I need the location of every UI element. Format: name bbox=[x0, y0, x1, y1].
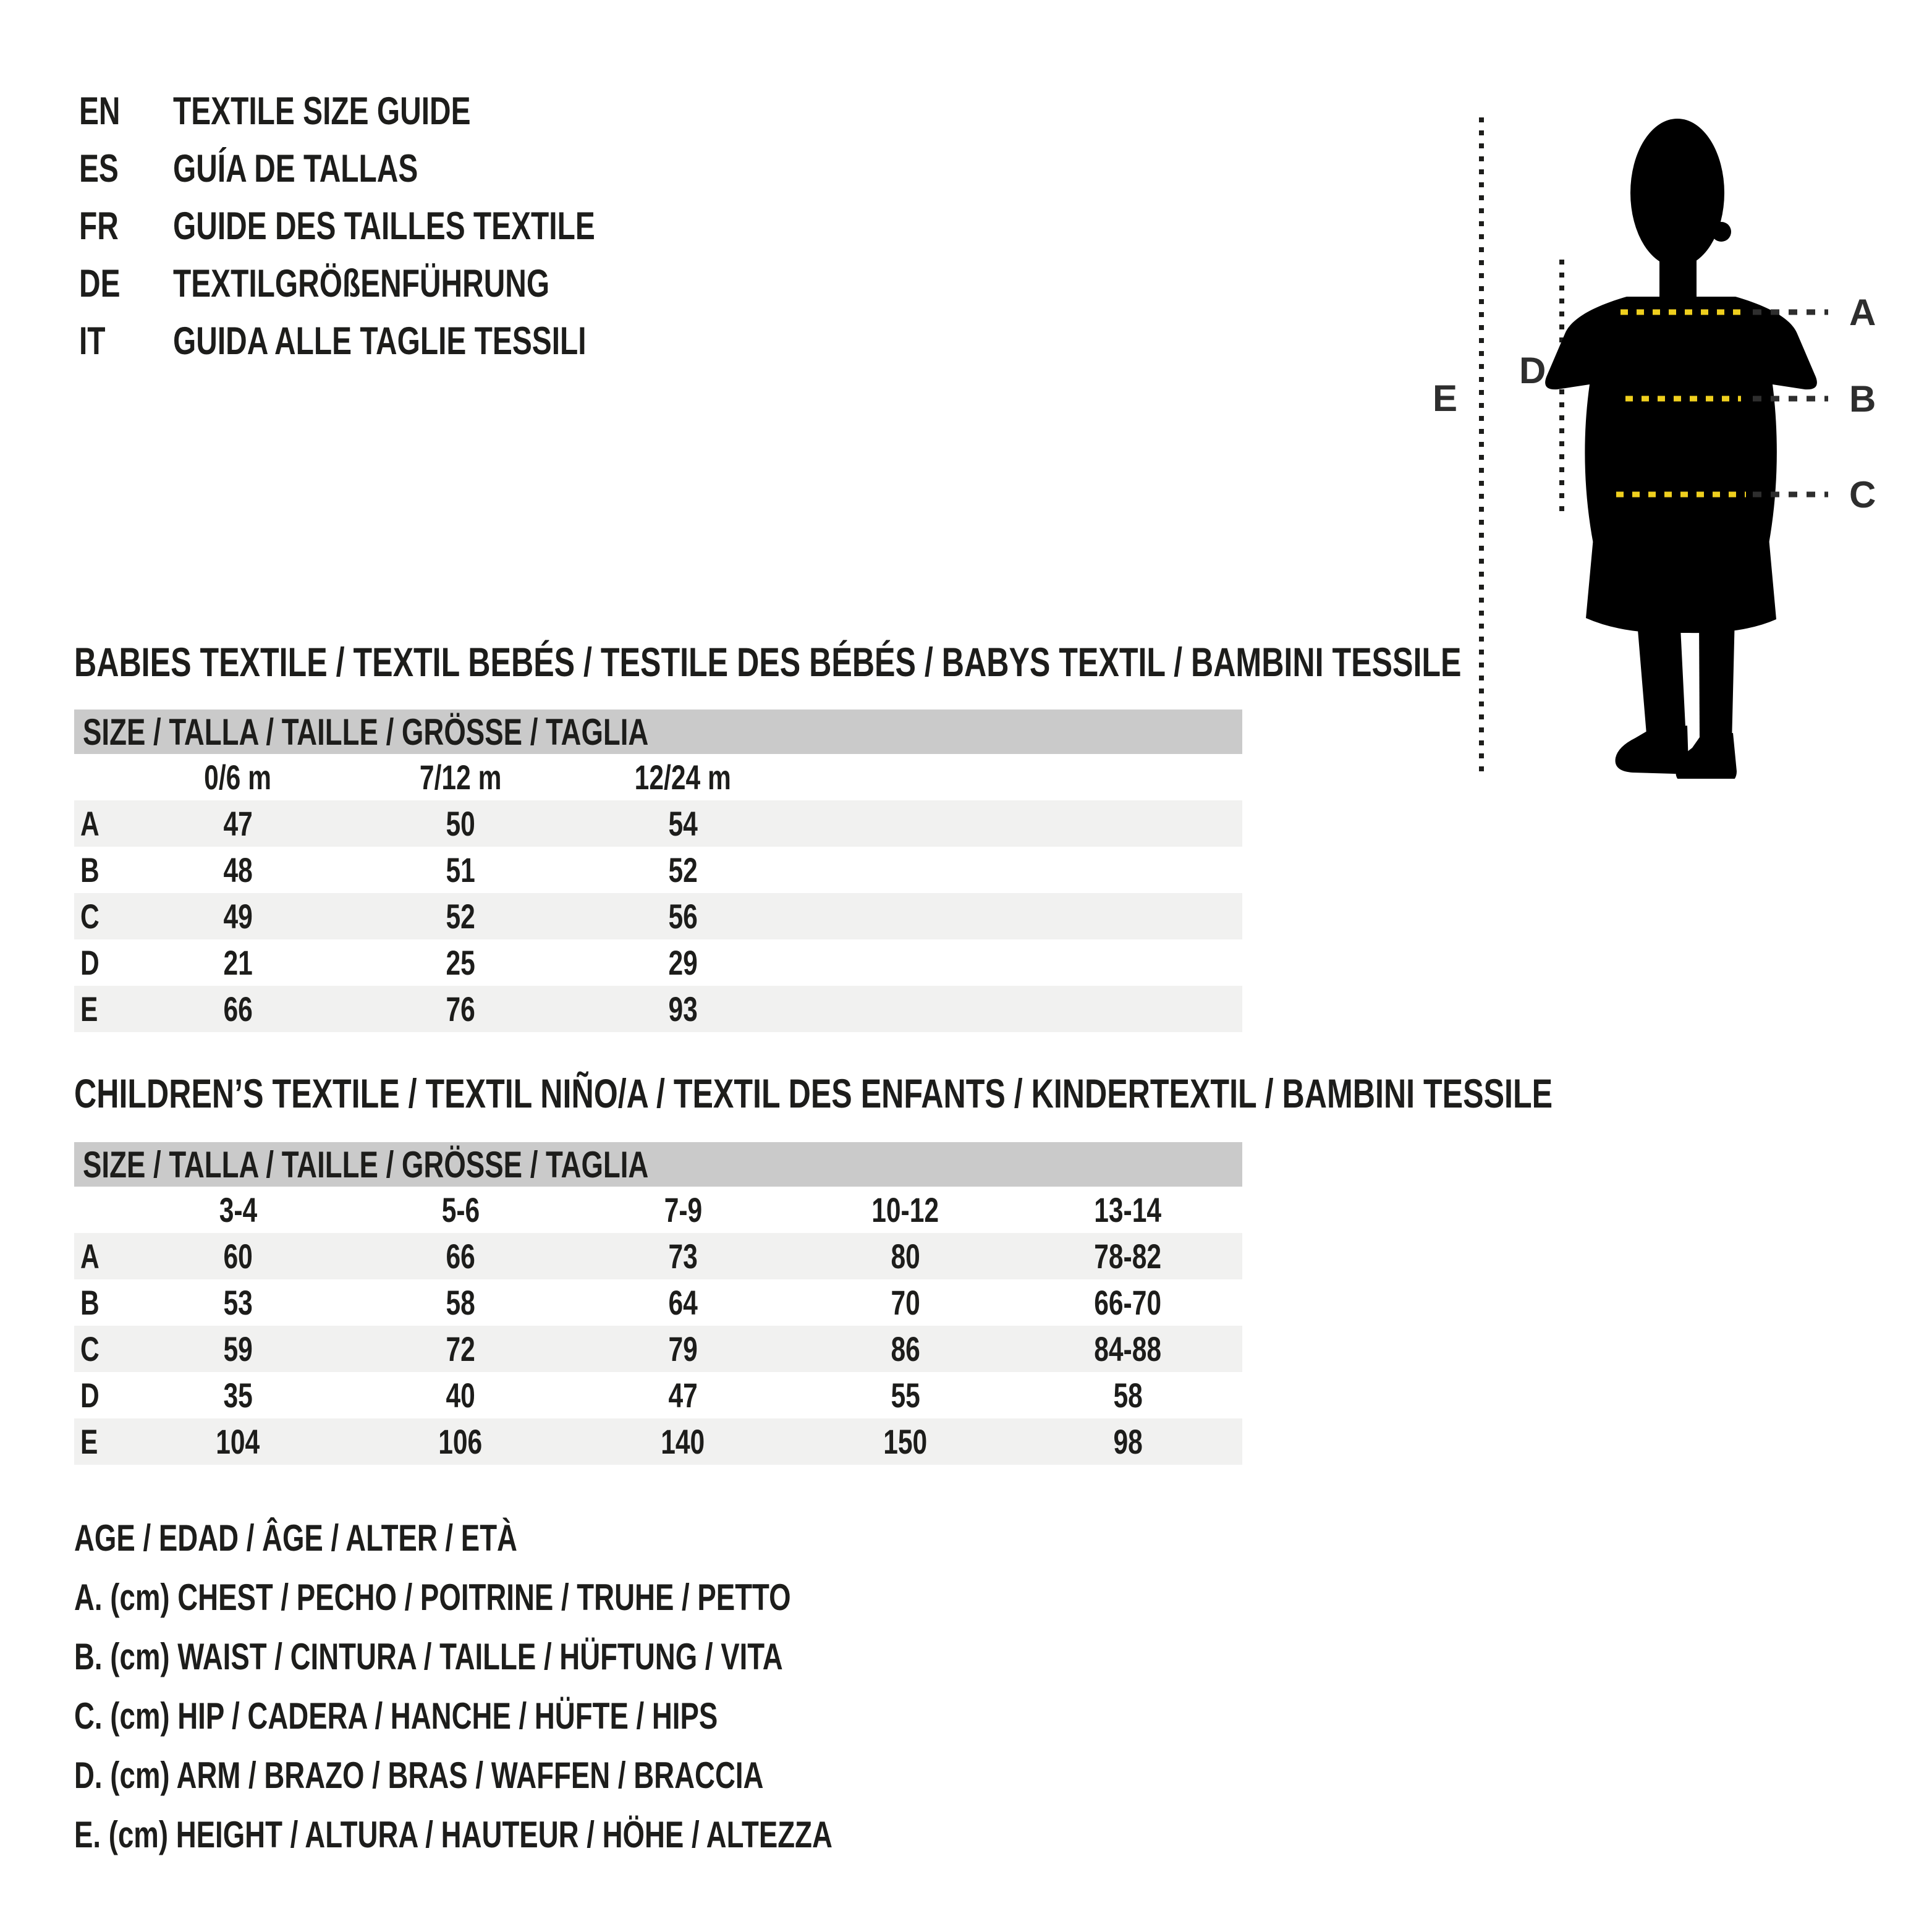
size-value: 104 bbox=[216, 1422, 260, 1461]
size-row-c bbox=[74, 1326, 1242, 1372]
row-label: E bbox=[80, 989, 98, 1028]
size-value: 47 bbox=[668, 1376, 698, 1415]
measure-label-e: E bbox=[1433, 378, 1458, 419]
row-label: E bbox=[80, 1422, 98, 1461]
measure-label-c: C bbox=[1849, 474, 1876, 515]
babies-section-heading: BABIES TEXTILE / TEXTIL BEBÉS / TESTILE DES BÉBÉS / BABYS TEXTIL / BAMBINI TESSILE bbox=[74, 639, 1462, 685]
table-rows bbox=[74, 1233, 1242, 1465]
size-value: 53 bbox=[223, 1283, 253, 1322]
size-table-header-bar: SIZE / TALLA / TAILLE / GRÖSSE / TAGLIA bbox=[74, 1142, 1242, 1187]
size-table-header-bar: SIZE / TALLA / TAILLE / GRÖSSE / TAGLIA bbox=[74, 710, 1242, 754]
lang-code: IT bbox=[79, 320, 106, 363]
size-value: 51 bbox=[446, 850, 475, 889]
column-header: 12/24 m bbox=[634, 758, 732, 797]
column-header: 0/6 m bbox=[204, 758, 272, 797]
size-value: 56 bbox=[668, 897, 698, 936]
size-row-e bbox=[74, 986, 1242, 1032]
title-text: TEXTILE SIZE GUIDE bbox=[173, 90, 471, 133]
size-value: 47 bbox=[223, 804, 253, 843]
measure-label-a: A bbox=[1849, 292, 1876, 333]
title-text: GUÍA DE TALLAS bbox=[173, 147, 418, 190]
row-label: C bbox=[80, 1329, 100, 1368]
column-header-row bbox=[74, 1187, 1242, 1233]
row-label: B bbox=[80, 850, 100, 889]
column-header: 7/12 m bbox=[419, 758, 502, 797]
size-value: 93 bbox=[668, 989, 698, 1028]
size-value: 84-88 bbox=[1094, 1329, 1162, 1368]
lang-code: DE bbox=[79, 262, 121, 305]
lang-code: ES bbox=[79, 147, 119, 190]
size-value: 52 bbox=[446, 897, 475, 936]
size-value: 66 bbox=[446, 1237, 475, 1276]
size-row-b bbox=[74, 847, 1242, 893]
size-value: 70 bbox=[891, 1283, 920, 1322]
size-row-d bbox=[74, 1372, 1242, 1418]
size-value: 52 bbox=[668, 850, 698, 889]
legend-arm: D. (cm) ARM / BRAZO / BRAS / WAFFEN / BRACCIA bbox=[74, 1754, 764, 1796]
legend-waist: B. (cm) WAIST / CINTURA / TAILLE / HÜFTUNG / VITA bbox=[74, 1635, 783, 1677]
size-value: 55 bbox=[891, 1376, 920, 1415]
title-text: GUIDE DES TAILLES TEXTILE bbox=[173, 205, 595, 248]
size-value: 54 bbox=[668, 804, 698, 843]
title-text: TEXTILGRÖßENFÜHRUNG bbox=[173, 262, 550, 305]
size-row-b bbox=[74, 1279, 1242, 1326]
table-rows bbox=[74, 800, 1242, 1032]
legend-chest: A. (cm) CHEST / PECHO / POITRINE / TRUHE / PETTO bbox=[74, 1576, 791, 1618]
column-header-spacer bbox=[74, 757, 127, 797]
legend-hip: C. (cm) HIP / CADERA / HANCHE / HÜFTE / HIPS bbox=[74, 1695, 718, 1737]
lang-code: FR bbox=[79, 205, 119, 248]
column-header: 13-14 bbox=[1094, 1190, 1162, 1229]
column-header-spacer bbox=[74, 1190, 127, 1230]
size-value: 64 bbox=[668, 1283, 698, 1322]
column-header: 3-4 bbox=[219, 1190, 257, 1229]
size-value: 66-70 bbox=[1094, 1283, 1162, 1322]
size-value: 73 bbox=[668, 1237, 698, 1276]
size-value: 49 bbox=[223, 897, 253, 936]
size-value: 76 bbox=[446, 989, 475, 1028]
children-section-heading: CHILDREN’S TEXTILE / TEXTIL NIÑO/A / TEXTIL DES ENFANTS / KINDERTEXTIL / BAMBINI TESSILE bbox=[74, 1070, 1553, 1116]
measure-label-d: D bbox=[1519, 350, 1546, 391]
row-label: C bbox=[80, 897, 100, 936]
size-value: 98 bbox=[1113, 1422, 1143, 1461]
size-value: 50 bbox=[446, 804, 475, 843]
size-value: 80 bbox=[891, 1237, 920, 1276]
lang-code: EN bbox=[79, 90, 121, 133]
size-row-d bbox=[74, 939, 1242, 986]
size-value: 40 bbox=[446, 1376, 475, 1415]
size-value: 35 bbox=[223, 1376, 253, 1415]
size-value: 58 bbox=[446, 1283, 475, 1322]
size-row-c bbox=[74, 893, 1242, 939]
size-value: 79 bbox=[668, 1329, 698, 1368]
column-header: 10-12 bbox=[871, 1190, 939, 1229]
babies-size-table bbox=[74, 710, 1242, 1032]
measurement-legend bbox=[74, 1508, 1072, 1864]
size-value: 58 bbox=[1113, 1376, 1143, 1415]
size-value: 25 bbox=[446, 943, 475, 982]
row-label: A bbox=[80, 1237, 100, 1276]
legend-height: E. (cm) HEIGHT / ALTURA / HAUTEUR / HÖHE / ALTEZZA bbox=[74, 1813, 833, 1855]
title-text: GUIDA ALLE TAGLIE TESSILI bbox=[173, 320, 587, 363]
row-label: D bbox=[80, 943, 100, 982]
size-value: 59 bbox=[223, 1329, 253, 1368]
row-label: D bbox=[80, 1376, 100, 1415]
children-size-table bbox=[74, 1142, 1242, 1465]
column-header-row bbox=[74, 754, 1242, 800]
size-value: 60 bbox=[223, 1237, 253, 1276]
size-value: 106 bbox=[438, 1422, 483, 1461]
size-value: 66 bbox=[223, 989, 253, 1028]
column-header: 5-6 bbox=[441, 1190, 480, 1229]
size-value: 72 bbox=[446, 1329, 475, 1368]
column-header: 7-9 bbox=[664, 1190, 702, 1229]
measure-label-b: B bbox=[1849, 378, 1876, 420]
size-row-a bbox=[74, 1233, 1242, 1279]
row-label: A bbox=[80, 804, 100, 843]
row-label: B bbox=[80, 1283, 100, 1322]
size-row-e bbox=[74, 1418, 1242, 1465]
size-value: 21 bbox=[223, 943, 253, 982]
size-row-a bbox=[74, 800, 1242, 847]
size-value: 48 bbox=[223, 850, 253, 889]
size-value: 78-82 bbox=[1094, 1237, 1162, 1276]
size-value: 140 bbox=[661, 1422, 705, 1461]
size-value: 86 bbox=[891, 1329, 920, 1368]
legend-age: AGE / EDAD / ÂGE / ALTER / ETÀ bbox=[74, 1517, 517, 1559]
size-value: 150 bbox=[883, 1422, 928, 1461]
size-value: 29 bbox=[668, 943, 698, 982]
